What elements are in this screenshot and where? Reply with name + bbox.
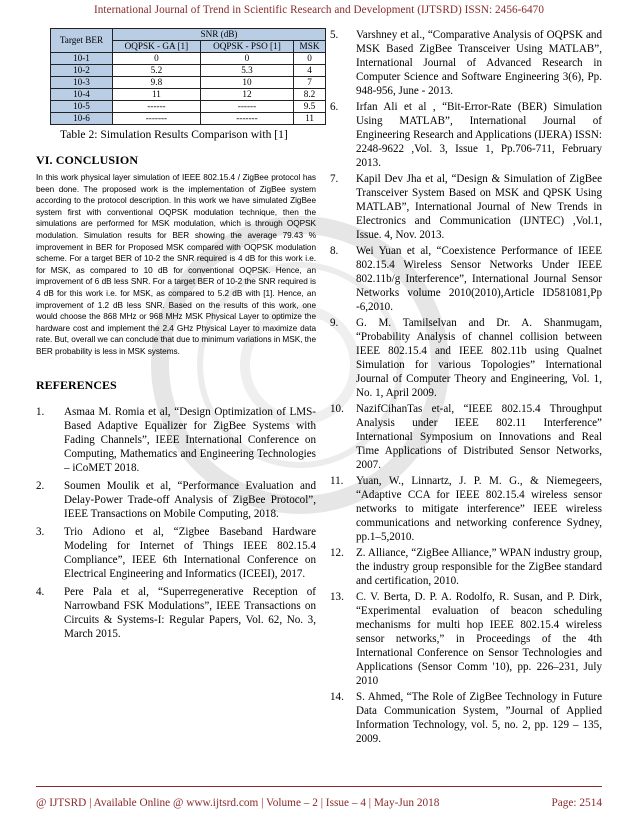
reference-item [330, 100, 602, 170]
reference-number: 5. [330, 29, 339, 41]
reference-text: Kapil Dev Jha et al, “Design & Simulation of ZigBee Transceiver System Based on MSK and QPSK Using MATLAB”, International Journal of New Trends in Electronics and Communication (IJNTEC) ,Vol.1, Issue. 4, Nov. 2013. [356, 173, 602, 241]
table-cell: 4 [294, 65, 326, 77]
table-cell: 8.2 [294, 89, 326, 101]
table-cell: 0 [294, 53, 326, 65]
reference-item [330, 590, 602, 688]
reference-item [36, 585, 316, 641]
simulation-results-table [50, 28, 326, 125]
reference-text: Trio Adiono et al, “Zigbee Baseband Hardware Modeling for Internet of Things IEEE 802.15.4 Compliance”, IEEE 6th International Conference on Electrical Engineering and Informatics (ICEEI), 2017. [64, 525, 316, 580]
table-row [51, 113, 326, 125]
table-cell: 9.5 [294, 101, 326, 113]
table-row [51, 89, 326, 101]
table-caption: Table 2: Simulation Results Comparison with [1] [60, 128, 288, 141]
table-cell: ------ [112, 101, 200, 113]
reference-text: NazifCihanTas et-al, “IEEE 802.15.4 Throughput Analysis under IEEE 802.11 Interference” International Symposium on Innovations and Real Time Applications of Distributed Sensor Networks, 2007. [356, 403, 602, 471]
reference-number: 13. [330, 591, 344, 603]
table-cell-ber: 10-1 [51, 53, 113, 65]
reference-text: C. V. Berta, D. P. A. Rodolfo, R. Susan, and P. Dirk, “Experimental evaluation of beacon scheduling mechanisms for multi hop IEEE 802.15.4 wireless sensor networks,” in Proceedings of the 4th International Conference on Sensor Technologies and Applications (Sensor Comm '10), pp. 226–231, July 2010 [356, 591, 602, 687]
reference-item [330, 474, 602, 544]
reference-item [330, 244, 602, 314]
reference-item [330, 402, 602, 472]
table-cell-ber: 10-6 [51, 113, 113, 125]
table-row [51, 101, 326, 113]
references-list-right [330, 28, 602, 746]
table-cell: 0 [112, 53, 200, 65]
references-heading: REFERENCES [36, 377, 117, 392]
col-header-msk: MSK [294, 41, 326, 53]
table-cell: ------ [200, 101, 293, 113]
table-row [51, 53, 326, 65]
conclusion-heading: VI. CONCLUSION [36, 153, 139, 167]
reference-text: Yuan, W., Linnartz, J. P. M. G., & Niemegeers, “Adaptive CCA for IEEE 802.15.4 wireless sensor networks to mitigate interference” IEEE wireless communications and networking conference Sydney, pp.1–5,2010. [356, 475, 602, 543]
reference-number: 2. [36, 479, 45, 492]
reference-number: 10. [330, 403, 344, 415]
reference-item [36, 405, 316, 475]
table-cell: 10 [200, 77, 293, 89]
reference-item [330, 316, 602, 400]
reference-text: Pere Pala et al, “Superregenerative Reception of Narrowband FSK Modulations”, IEEE Transactions on Circuits & Systems-I: Regular Papers, Vol. 62, No. 3, March 2015. [64, 585, 316, 640]
reference-item [330, 172, 602, 242]
reference-text: Z. Alliance, “ZigBee Alliance,” WPAN industry group, the industry group responsible for the ZigBee standard and certification, 2010. [356, 547, 602, 587]
reference-text: Varshney et al., “Comparative Analysis of OQPSK and MSK Based ZigBee Transceiver Using MATLAB”, International Journal of Advanced Research in Computer Science and Software Engineering 3(6), Pp. 948-956, June - 2013. [356, 29, 602, 97]
reference-item [36, 479, 316, 521]
table-row [51, 65, 326, 77]
col-header-oqpsk-ga: OQPSK - GA [1] [112, 41, 200, 53]
table-cell: ------- [200, 113, 293, 125]
reference-number: 3. [36, 525, 45, 538]
col-header-oqpsk-pso: OQPSK - PSO [1] [200, 41, 293, 53]
reference-number: 14. [330, 691, 344, 703]
table-row [51, 77, 326, 89]
reference-number: 7. [330, 173, 339, 185]
left-column [36, 28, 320, 645]
reference-text: G. M. Tamilselvan and Dr. A. Shanmugam, “Probability Analysis of channel collision between IEEE 802.15.4 and IEEE 802.11b using Qualnet Simulation for various Topologies” International Journal of Computer Theory and Engineering, Vol. 1, No. 1, April 2009. [356, 317, 602, 399]
table-cell-ber: 10-4 [51, 89, 113, 101]
footer-divider [36, 786, 602, 787]
right-column [330, 28, 602, 748]
reference-item [330, 690, 602, 746]
reference-item [330, 546, 602, 588]
reference-number: 8. [330, 245, 339, 257]
reference-number: 11. [330, 475, 344, 487]
reference-item [36, 525, 316, 581]
page-number: Page: 2514 [551, 797, 602, 809]
table-cell: ------- [112, 113, 200, 125]
reference-text: Wei Yuan et al, “Coexistence Performance of IEEE 802.15.4 Wireless Sensor Networks Under IEEE 802.11b/g Interference”, International Journal Sensor Networks volume 2010(2010),Article ID581081,Pp -6,2010. [356, 245, 602, 313]
table-body [51, 53, 326, 125]
table-cell: 12 [200, 89, 293, 101]
reference-number: 4. [36, 585, 45, 598]
table-cell: 11 [112, 89, 200, 101]
reference-number: 12. [330, 547, 344, 559]
conclusion-text: In this work physical layer simulation of IEEE 802.15.4 / ZigBee protocol has been done. The proposed work is the implementation of ZigBee system according to the protocol description. In this work we have simulated ZigBee system first with conventional OQPSK modulation technique, then the simulations are performed for MSK modulation, which is through OQPSK modulation. Simulation results for BER showing the average 79.43 % improvement in BER for Proposed MSK compared with OQPSK modulation scheme. For a target BER of 10-2 the SNR required is 4 dB for this work i.e. for MSK, as compared to 10 dB for conventional OQPSK. Hence, an improvement of 6 dB less SNR. For a target BER of 10-2 the SNR required is 4 dB for this work i.e. for MSK, as compared to 5.2 dB with [1]. Hence, an improvement of 1.2 dB less SNR. Based on the results of this work, one would choose the 868 MHz or 968 MHz MSK Physical Layer to optimize the hardware cost and implement the 2.4 GHz Physical Layer to maximize data rate. But, overall we can conclude that due to minimum variations in MSK, the BER probability is less in MSK systems. [36, 173, 316, 356]
reference-number: 6. [330, 101, 339, 113]
references-list-left [36, 405, 316, 641]
table-cell: 9.8 [112, 77, 200, 89]
col-header-target-ber: Target BER [51, 29, 113, 53]
reference-number: 9. [330, 317, 339, 329]
page-footer [36, 797, 602, 809]
table-cell: 5.3 [200, 65, 293, 77]
table-cell: 11 [294, 113, 326, 125]
journal-header: International Journal of Trend in Scientific Research and Development (IJTSRD) ISSN: 2456-6470 [94, 4, 544, 16]
reference-text: Soumen Moulik et al, “Performance Evaluation and Delay-Power Trade-off Analysis of ZigBee Protocol”, IEEE Transactions on Mobile Computing, 2018. [64, 479, 316, 520]
reference-text: S. Ahmed, “The Role of ZigBee Technology in Future Data Communication System, ”Journal of Applied Information Technology, vol. 5, no. 2, pp. 129 – 135, 2009. [356, 691, 602, 745]
footer-info: @ IJTSRD | Available Online @ www.ijtsrd.com | Volume – 2 | Issue – 4 | May-Jun 2018 [36, 797, 440, 809]
reference-item [330, 28, 602, 98]
reference-text: Asmaa M. Romia et al, “Design Optimization of LMS-Based Adaptive Equalizer for ZigBee Systems with Fading Channels”, IEEE International Conference on Computing, Mathematics and Engineering Technologies – iCoMET 2018. [64, 405, 316, 474]
table-cell-ber: 10-5 [51, 101, 113, 113]
reference-number: 1. [36, 405, 45, 418]
table-cell: 5.2 [112, 65, 200, 77]
reference-text: Irfan Ali et al , “Bit-Error-Rate (BER) Simulation Using MATLAB”, International Journal of Engineering Research and Applications (IJERA) ISSN: 2248-9622 ,Vol. 3, Issue 1, Pp.706-711, February 2013. [356, 101, 602, 169]
table-cell-ber: 10-2 [51, 65, 113, 77]
table-cell: 0 [200, 53, 293, 65]
col-header-snr: SNR (dB) [112, 29, 325, 41]
table-cell-ber: 10-3 [51, 77, 113, 89]
table-cell: 7 [294, 77, 326, 89]
